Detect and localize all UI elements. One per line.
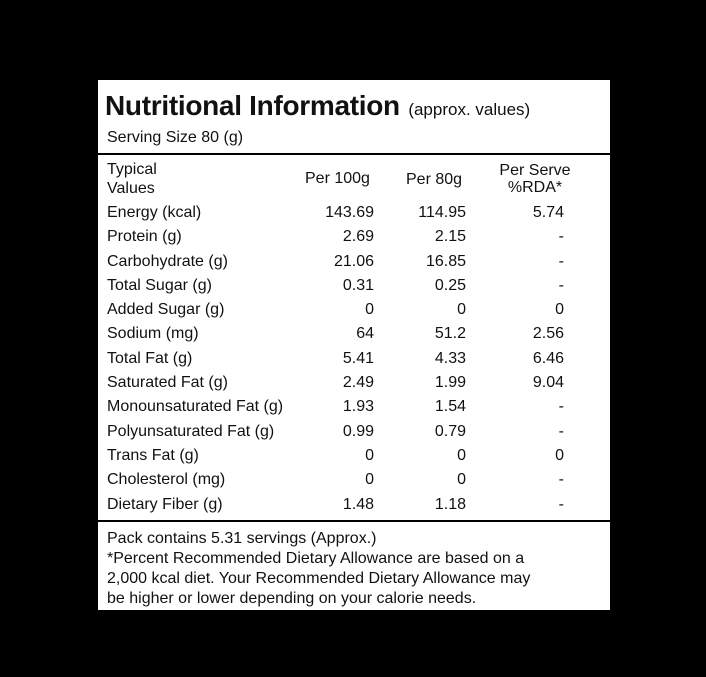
nutrient-name: Trans Fat (g) bbox=[107, 446, 199, 464]
value-per-80g: 0 bbox=[457, 471, 466, 489]
nutrient-name: Cholesterol (mg) bbox=[107, 471, 226, 489]
table-row bbox=[98, 470, 610, 494]
table-row bbox=[98, 495, 610, 519]
header-typical-line2: Values bbox=[107, 180, 155, 197]
nutrient-name: Total Sugar (g) bbox=[107, 276, 212, 294]
nutrient-name: Monounsaturated Fat (g) bbox=[107, 398, 284, 416]
value-rda: 2.56 bbox=[532, 325, 564, 343]
table-row bbox=[98, 300, 610, 324]
value-per-80g: 0.79 bbox=[434, 422, 466, 440]
table-row bbox=[98, 397, 610, 421]
value-per-100g: 2.49 bbox=[342, 374, 374, 392]
value-per-80g: 4.33 bbox=[434, 349, 466, 367]
value-rda: - bbox=[558, 398, 564, 416]
value-per-80g: 16.85 bbox=[425, 252, 466, 270]
table-row bbox=[98, 276, 610, 300]
value-per-100g: 0.99 bbox=[342, 422, 374, 440]
value-per-100g: 0.31 bbox=[342, 276, 374, 294]
approx-note: (approx. values) bbox=[408, 100, 531, 119]
table-row bbox=[98, 203, 610, 227]
value-rda: 9.04 bbox=[532, 374, 564, 392]
header-rda-line1: Per Serve bbox=[499, 162, 571, 179]
table-row bbox=[98, 422, 610, 446]
table-row bbox=[98, 252, 610, 276]
nutrient-name: Saturated Fat (g) bbox=[107, 374, 228, 392]
nutrient-name: Protein (g) bbox=[107, 228, 182, 246]
label-title: Nutritional Information bbox=[105, 90, 400, 121]
value-per-80g: 0.25 bbox=[434, 276, 466, 294]
footer-divider bbox=[98, 520, 610, 522]
nutrient-name: Total Fat (g) bbox=[107, 349, 193, 367]
value-per-100g: 1.93 bbox=[342, 398, 374, 416]
value-per-100g: 5.41 bbox=[342, 349, 374, 367]
nutrient-name: Polyunsaturated Fat (g) bbox=[107, 422, 275, 440]
header-typical-line1: Typical bbox=[107, 161, 157, 178]
table-row bbox=[98, 324, 610, 348]
value-per-100g: 0 bbox=[365, 301, 374, 319]
header-typical-values bbox=[107, 160, 157, 198]
value-per-100g: 1.48 bbox=[342, 495, 374, 513]
value-per-80g: 1.54 bbox=[434, 398, 466, 416]
value-per-80g: 2.15 bbox=[434, 228, 466, 246]
table-row bbox=[98, 446, 610, 470]
value-per-80g: 0 bbox=[457, 301, 466, 319]
header-per-100g: Per 100g bbox=[305, 170, 370, 187]
value-per-100g: 0 bbox=[365, 446, 374, 464]
value-per-100g: 143.69 bbox=[325, 204, 374, 221]
value-per-100g: 0 bbox=[365, 471, 374, 489]
nutrient-table bbox=[98, 203, 610, 519]
nutrition-label bbox=[96, 78, 612, 612]
rda-note-line1: *Percent Recommended Dietary Allowance are based on a bbox=[107, 550, 525, 567]
value-rda: - bbox=[558, 471, 564, 489]
value-per-80g: 1.99 bbox=[434, 374, 466, 392]
value-rda: - bbox=[558, 276, 564, 294]
value-per-80g: 114.95 bbox=[418, 204, 466, 221]
value-rda: - bbox=[558, 495, 564, 513]
footer-notes bbox=[107, 529, 607, 609]
title-row bbox=[105, 90, 530, 122]
value-per-100g: 64 bbox=[356, 325, 374, 343]
nutrient-name: Added Sugar (g) bbox=[107, 301, 225, 319]
value-rda: 6.46 bbox=[532, 349, 564, 367]
serving-size: Serving Size 80 (g) bbox=[107, 129, 244, 146]
header-rda bbox=[495, 162, 575, 196]
nutrient-name: Dietary Fiber (g) bbox=[107, 495, 223, 513]
value-per-80g: 1.18 bbox=[434, 495, 466, 513]
table-row bbox=[98, 373, 610, 397]
value-rda: 0 bbox=[555, 301, 564, 319]
servings-note: Pack contains 5.31 servings (Approx.) bbox=[107, 530, 377, 547]
header-rda-line2: %RDA* bbox=[507, 179, 563, 196]
table-row bbox=[98, 349, 610, 373]
value-per-80g: 51.2 bbox=[434, 325, 466, 343]
nutrient-name: Sodium (mg) bbox=[107, 325, 199, 343]
header-divider bbox=[98, 153, 610, 155]
rda-note-line3: be higher or lower depending on your calorie needs. bbox=[107, 590, 477, 607]
table-row bbox=[98, 227, 610, 251]
value-per-100g: 2.69 bbox=[342, 228, 374, 246]
nutrient-name: Energy (kcal) bbox=[107, 204, 202, 221]
rda-note-line2: 2,000 kcal diet. Your Recommended Dietary Allowance may bbox=[107, 570, 531, 587]
value-rda: - bbox=[558, 252, 564, 270]
value-rda: - bbox=[558, 228, 564, 246]
value-rda: 0 bbox=[555, 446, 564, 464]
nutrient-name: Carbohydrate (g) bbox=[107, 252, 228, 270]
header-per-80g: Per 80g bbox=[406, 171, 463, 188]
value-per-100g: 21.06 bbox=[333, 252, 374, 270]
value-per-80g: 0 bbox=[457, 446, 466, 464]
value-rda: 5.74 bbox=[532, 204, 564, 221]
value-rda: - bbox=[558, 422, 564, 440]
